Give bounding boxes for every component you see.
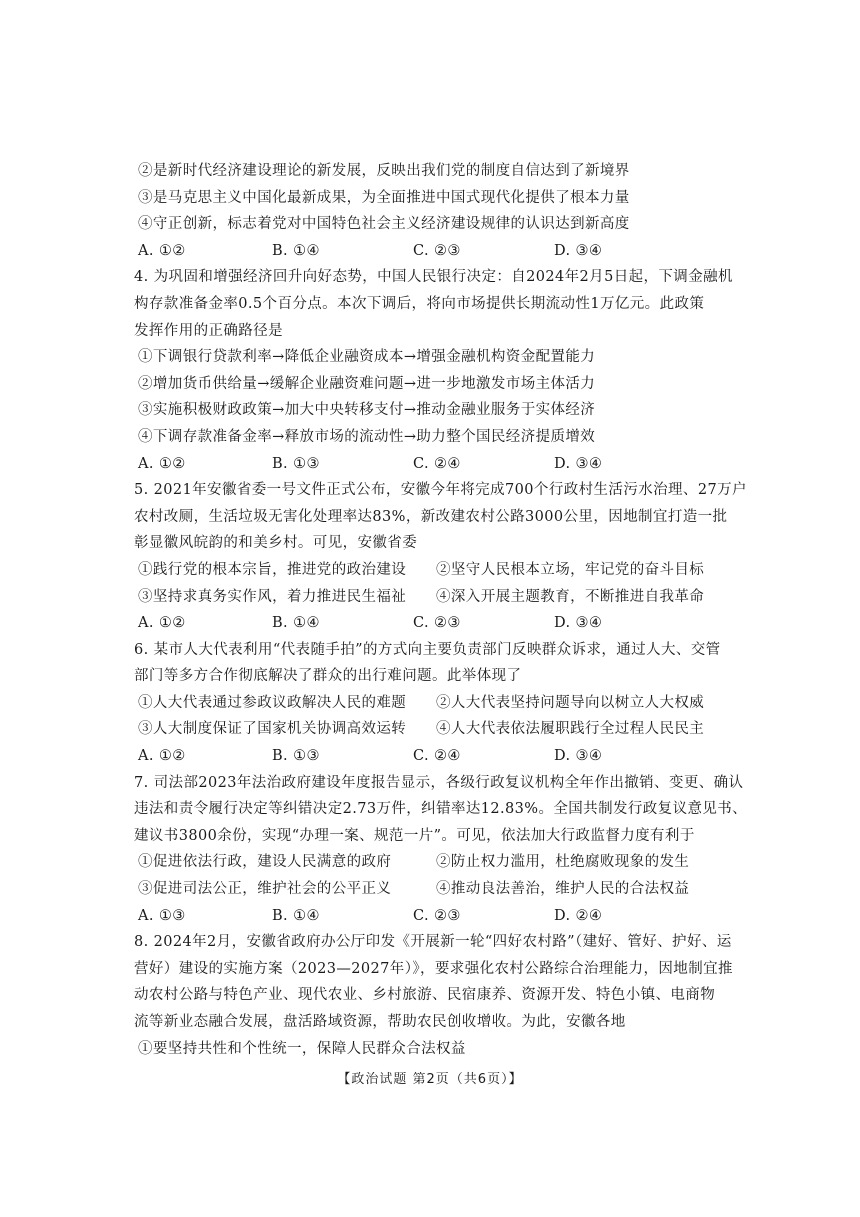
- q3-option-3: ③是马克思主义中国化最新成果，为全面推进中国式现代化提供了根本力量: [138, 189, 630, 206]
- q4-answer-b: B. ①③: [272, 455, 320, 472]
- q4-answer-a: A. ①②: [138, 455, 186, 472]
- q6-answer-d: D. ③④: [554, 748, 603, 765]
- q6-option-3: ③人大制度保证了国家机关协调高效运转: [138, 721, 407, 738]
- q6-option-4: ④人大代表依法履职践行全过程人民民主: [436, 721, 705, 738]
- q6-answer-a: A. ①②: [138, 748, 186, 765]
- question-content: [134, 158, 754, 1062]
- q7-option-2: ②防止权力滥用，杜绝腐败现象的发生: [436, 854, 690, 871]
- q3-answer-c: C. ②③: [413, 242, 461, 259]
- q4-stem-line-2: 构存款准备金率0.5个百分点。本次下调后，将向市场提供长期流动性1万亿元。此政策: [134, 295, 705, 312]
- q5-option-4: ④深入开展主题教育，不断推进自我革命: [436, 588, 705, 605]
- q7-stem-line-3: 建议书3800余份，实现“办理一案、规范一片”。可见，依法加大行政监督力度有利于: [134, 827, 695, 844]
- q6-option-1: ①人大代表通过参政议政解决人民的难题: [138, 694, 407, 711]
- q7-option-3: ③促进司法公正，维护社会的公平正义: [138, 881, 392, 898]
- q6-answer-b: B. ①③: [272, 748, 320, 765]
- q6-options-row-2: [134, 716, 754, 743]
- q3-option-4: ④守正创新，标志着党对中国特色社会主义经济建设规律的认识达到新高度: [138, 216, 630, 233]
- q4-answer-d: D. ③④: [554, 455, 603, 472]
- q5-stem-line-3: 彰显徽风皖韵的和美乡村。可见，安徽省委: [134, 535, 418, 552]
- q3-answer-a: A. ①②: [138, 242, 186, 259]
- q6-stem-line-2: 部门等多方合作彻底解决了群众的出行难问题。此举体现了: [134, 668, 522, 685]
- q6-answer-c: C. ②④: [413, 748, 461, 765]
- q7-answer-a: A. ①③: [138, 907, 186, 924]
- q8-stem-line-4: 流等新业态融合发展，盘活路域资源，帮助农民创收增收。为此，安徽各地: [134, 1014, 626, 1030]
- q6-answer-choices: [134, 743, 754, 770]
- q7-answer-choices: [134, 903, 754, 930]
- q8-stem-line-3: 动农村公路与特色产业、现代农业、乡村旅游、民宿康养、资源开发、特色小镇、电商物: [134, 987, 716, 1004]
- q4-option-2: ②增加货币供给量→缓解企业融资难问题→进一步地激发市场主体活力: [138, 375, 596, 392]
- q8-option-1: ①要坚持共性和个性统一，保障人民群众合法权益: [138, 1040, 466, 1057]
- q5-answer-b: B. ①④: [272, 615, 320, 632]
- q4-answer-choices: [134, 451, 754, 478]
- q6-stem-line-1: 6. 某市人大代表利用“代表随手拍”的方式向主要负责部门反映群众诉求，通过人大、交管: [134, 641, 721, 658]
- q3-answer-d: D. ③④: [554, 242, 603, 259]
- q3-answer-choices: [134, 238, 754, 265]
- q5-answer-c: C. ②③: [413, 615, 461, 632]
- q5-answer-a: A. ①②: [138, 615, 186, 632]
- q6-option-2: ②人大代表坚持问题导向以树立人大权威: [436, 694, 705, 711]
- q5-option-3: ③坚持求真务实作风，着力推进民生福祉: [138, 588, 407, 605]
- q7-stem-line-2: 违法和责令履行决定等纠错决定2.73万件，纠错率达12.83%。全国共制发行政复议意见书、: [134, 801, 748, 818]
- q3-option-2: ②是新时代经济建设理论的新发展，反映出我们党的制度自信达到了新境界: [138, 163, 630, 179]
- q5-option-1: ①践行党的根本宗旨，推进党的政治建设: [138, 561, 407, 578]
- q4-answer-c: C. ②④: [413, 455, 461, 472]
- q5-options-row-2: [134, 584, 754, 611]
- q6-options-row-1: [134, 690, 754, 717]
- q7-stem-line-1: 7. 司法部2023年法治政府建设年度报告显示，各级行政复议机构全年作出撤销、变更、确认: [134, 774, 744, 791]
- q7-option-1: ①促进依法行政，建设人民满意的政府: [138, 854, 392, 871]
- q7-option-4: ④推动良法善治，维护人民的合法权益: [436, 881, 690, 898]
- q4-stem-line-3: 发挥作用的正确路径是: [134, 322, 283, 339]
- q5-stem-line-1: 5. 2021年安徽省委一号文件正式公布，安徽今年将完成700个行政村生活污水治理、27万户: [134, 482, 747, 499]
- q5-option-2: ②坚守人民根本立场，牢记党的奋斗目标: [436, 561, 705, 578]
- q4-option-4: ④下调存款准备金率→释放市场的流动性→助力整个国民经济提质增效: [138, 428, 596, 445]
- q5-options-row-1: [134, 557, 754, 584]
- q7-answer-b: B. ①④: [272, 907, 320, 924]
- q8-stem-line-1: 8. 2024年2月，安徽省政府办公厅印发《开展新一轮“四好农村路”（建好、管好、护好、运: [134, 934, 732, 951]
- q7-options-row-2: [134, 876, 754, 903]
- q3-answer-b: B. ①④: [272, 242, 320, 259]
- q4-option-1: ①下调银行贷款利率→降低企业融资成本→增强金融机构资金配置能力: [138, 349, 596, 366]
- q7-answer-c: C. ②③: [413, 907, 461, 924]
- q4-stem-line-1: 4. 为巩固和增强经济回升向好态势，中国人民银行决定：自2024年2月5日起，下调金融机: [134, 269, 733, 286]
- q4-option-3: ③实施积极财政政策→加大中央转移支付→推动金融业服务于实体经济: [138, 402, 596, 419]
- page-footer: 【政治试题 第2页（共6页）】: [337, 1072, 523, 1087]
- q5-answer-choices: [134, 610, 754, 637]
- q7-options-row-1: [134, 849, 754, 876]
- q5-stem-line-2: 农村改厕，生活垃圾无害化处理率达83%，新改建农村公路3000公里，因地制宜打造一批: [134, 508, 728, 525]
- q5-answer-d: D. ③④: [554, 615, 603, 632]
- q8-stem-line-2: 营好）建设的实施方案（2023—2027年）》，要求强化农村公路综合治理能力，因地制宜推: [134, 960, 733, 977]
- q7-answer-d: D. ②④: [554, 907, 603, 924]
